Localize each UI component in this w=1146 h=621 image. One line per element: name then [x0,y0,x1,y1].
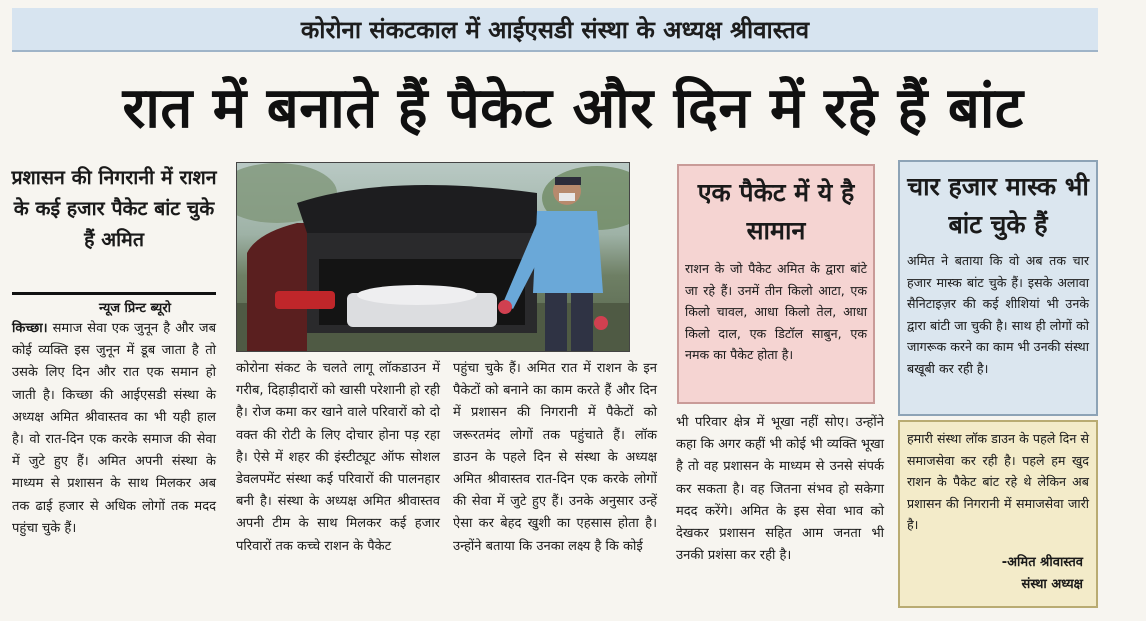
packet-contents-box [677,164,875,404]
packet-contents-text: राशन के जो पैकेट अमित के द्वारा बांटे जा रहे हैं। उनमें तीन किलो आटा, एक किलो चावल, आधा किलो तेल, आधा किलो दाल, एक डिटॉल साबुन, एक नमक का पैकेट होता है। [685,261,867,362]
quote-signature-title: संस्था अध्यक्ष [1021,576,1083,592]
sub-headline: प्रशासन की निगरानी में राशन के कई हजार पैकेट बांट चुके हैं अमित [11,166,217,251]
article-column-3: पहुंचा चुके हैं। अमित रात में राशन के इन पैकेटों को बनाने का काम करते हैं और दिन में प्रशासन की निगरानी में पैकेटों को जरूरतमंद लोगों तक पहुंचाते हैं। लॉक डाउन के पहले दिन से संस्था के अध्यक्ष अमित श्रीवास्तव रात-दिन एक करके लोगों की सेवा में जुटे हुए हैं। उनके अनुसार उन्हें ऐसा कर बेहद खुशी का एहसास होता है। उन्होंने बताया कि उनका लक्ष्य है कि कोई [453,361,657,554]
article-column-2: कोरोना संकट के चलते लागू लॉकडाउन में गरीब, दिहाड़ीदारों को खासी परेशानी हो रही है। रोज कमा कर खाने वाले परिवारों को दो वक्त की रोटी के लिए दोचार होना पड़ रहा है। ऐसे में शहर की इंस्टीट्यूट ऑफ सोशल डेवलपमेंट संस्था कई परिवारों की पालनहार बनी है। संस्था के अध्यक्ष अमित श्रीवास्तव अपनी टीम के साथ मिलकर कई हजार परिवारों तक कच्चे राशन के पैकेट [236,361,440,554]
car-trunk-photo-icon [237,163,630,352]
kicker-text: कोरोना संकटकाल में आईएसडी संस्था के अध्यक्ष श्रीवास्तव [300,15,810,44]
quote-box [898,420,1098,608]
masks-box [898,160,1098,416]
masks-title: चार हजार मास्क भी बांट चुके हैं [907,172,1089,239]
article-column-4: भी परिवार क्षेत्र में भूखा नहीं सोए। उन्होंने कहा कि अगर कहीं भी कोई भी व्यक्ति भूखा है तो वह प्रशासन के माध्यम से उनसे संपर्क कर सकता है। वह जितना संभव हो सकेगा मदद करेंगे। अमित के इस सेवा भाव को देखकर प्रशासन सहित आम जनता भी उनकी प्रशंसा कर रही है। [676,415,884,564]
masks-text: अमित ने बताया कि वो अब तक चार हजार मास्क बांट चुके हैं। इसके अलावा सैनिटाइज़र की कई शीशियां भी उनके द्वारा बांटी जा चुकी है। साथ ही लोगों को जागरूक करने का काम भी उनकी संस्था बखूबी कर रही है। [907,253,1089,376]
news-photo [236,162,630,352]
kicker-strap [12,8,1098,52]
main-headline: रात में बनाते हैं पैकेट और दिन में रहे हैं बांट [122,76,1024,141]
packet-contents-title: एक पैकेट में ये है सामान [697,178,855,245]
sub-headline-rule [12,292,216,295]
dateline: किच्छा। [12,321,48,336]
column-1-text: समाज सेवा एक जुनून है और जब कोई व्यक्ति इस जुनून में डूब जाता है तो उसके लिए दिन और रात एक समान हो जाती है। किच्छा की आईएसडी संस्था के अध्यक्ष अमित श्रीवास्तव का भी यही हाल है। वो रात-दिन एक करके समाज की सेवा में जुटे हुए हैं। अमित अपनी संस्था के माध्यम से प्रशासन के साथ मिलकर अब तक ढाई हजार से अधिक लोगों तक मदद पहुंचा चुके हैं। [12,321,216,536]
byline: न्यूज प्रिन्ट ब्यूरो [98,301,172,316]
quote-signature: -अमित श्रीवास्तव [1001,554,1083,570]
quote-text: हमारी संस्था लॉक डाउन के पहले दिन से समाजसेवा कर रही है। पहले हम खुद राशन के पैकेट बांट रहे थे लेकिन अब प्रशासन की निगरानी में समाजसेवा जारी है। [907,431,1089,532]
article-column-1 [12,318,216,540]
